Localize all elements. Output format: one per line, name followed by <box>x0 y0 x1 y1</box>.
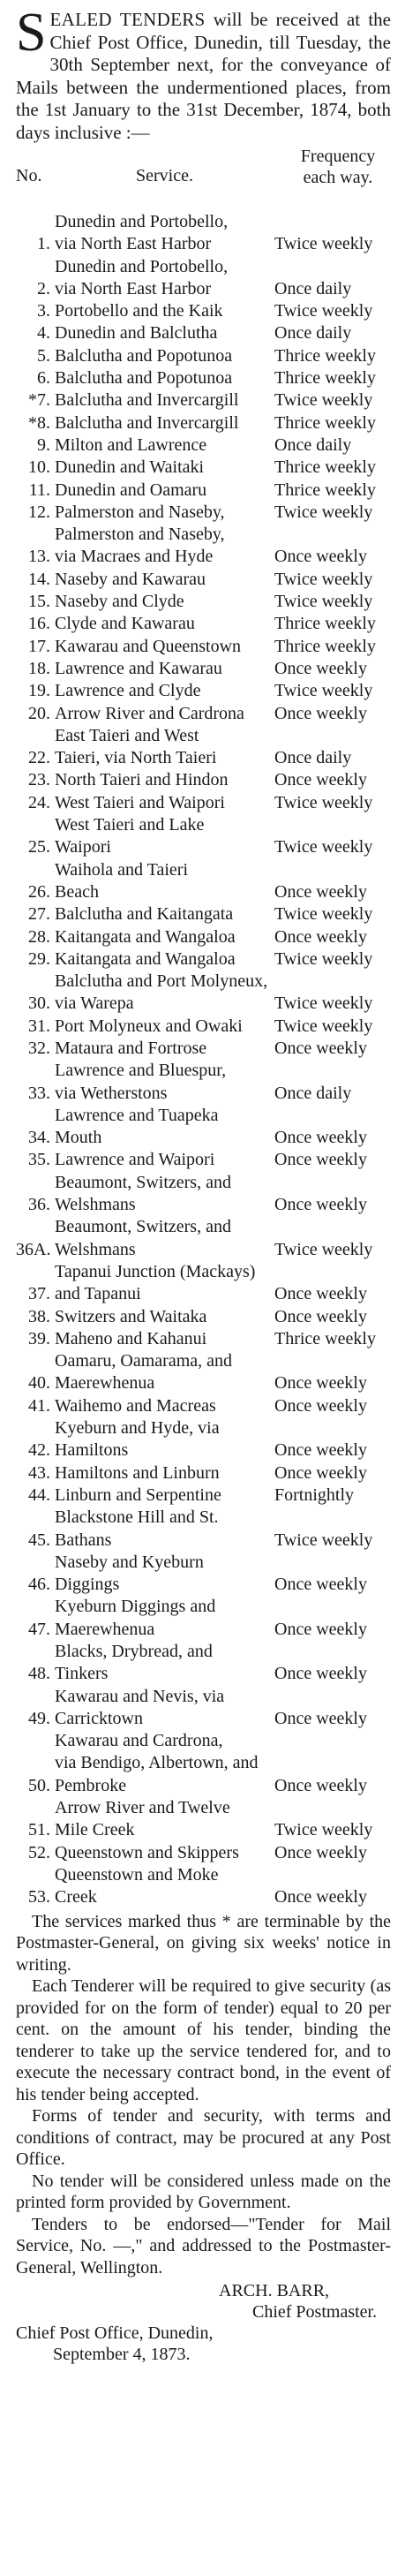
table-row <box>16 636 391 658</box>
service-route: Dunedin and Balclutha <box>55 323 218 344</box>
table-row <box>16 725 391 770</box>
service-route: Kawarau and Queenstown <box>55 636 242 656</box>
service-frequency: Twice weekly <box>274 1820 373 1840</box>
table-row <box>16 502 391 524</box>
service-route: Dunedin and Oamaru <box>55 480 207 500</box>
service-number: 3. <box>37 301 50 321</box>
service-number: 34. <box>28 1128 50 1148</box>
note-forms: Forms of tender and security, with terms and conditions of contract, may be procured at any Post Office. <box>16 2106 391 2170</box>
table-row <box>16 591 391 613</box>
table-row <box>16 1328 391 1350</box>
table-row <box>16 1306 391 1328</box>
service-number: 31. <box>28 1016 50 1036</box>
service-frequency: Once weekly <box>274 1619 367 1639</box>
service-route: Naseby and Kawarau <box>55 569 206 589</box>
service-frequency: Twice weekly <box>274 390 373 411</box>
service-number: 22. <box>28 748 50 768</box>
table-row <box>16 1484 391 1507</box>
service-frequency: Once weekly <box>274 1887 367 1907</box>
service-frequency: Once weekly <box>274 1775 367 1795</box>
service-frequency: Thrice weekly <box>274 636 376 656</box>
service-frequency: Once weekly <box>274 1195 367 1215</box>
table-row <box>16 680 391 702</box>
service-number: 41. <box>28 1395 50 1416</box>
column-header-service: Service. <box>136 166 193 185</box>
service-number: 10. <box>28 457 50 478</box>
table-row <box>16 1842 391 1864</box>
service-route: Waihola and Taieri Beach <box>55 859 189 902</box>
service-number: 53. <box>28 1887 50 1907</box>
service-frequency: Once weekly <box>274 547 367 567</box>
notice-heading: EALED TENDERS <box>49 9 206 30</box>
service-route: Arrow River and Twelve Mile Creek <box>55 1798 230 1840</box>
service-number: 51. <box>28 1820 50 1840</box>
service-route: Kaitangata and Wangaloa <box>55 926 236 947</box>
service-route: Maheno and Kahanui <box>55 1328 207 1348</box>
service-frequency: Twice weekly <box>274 993 373 1014</box>
service-frequency: Twice weekly <box>274 592 373 612</box>
service-number: 47. <box>28 1619 50 1639</box>
table-row <box>16 1395 391 1417</box>
service-route: Dunedin and Waitaki <box>55 457 205 478</box>
table-row <box>16 457 391 479</box>
service-number: 13. <box>28 547 50 567</box>
table-row <box>16 903 391 925</box>
table-row <box>16 322 391 344</box>
service-route: Clyde and Kawarau <box>55 614 195 634</box>
table-row <box>16 769 391 791</box>
service-route: Palmerston and Naseby, <box>55 502 225 522</box>
service-frequency: Thrice weekly <box>274 412 376 433</box>
table-row <box>16 480 391 502</box>
service-route: Kyeburn and Hyde, via Hamiltons <box>55 1418 220 1461</box>
service-number: 42. <box>28 1440 50 1461</box>
service-frequency: Once weekly <box>274 1440 367 1461</box>
note-endorsement: Tenders to be endorsed—"Tender for Mail Service, No. —," and addressed to the Postmaster-General, Wellington. <box>16 2214 391 2278</box>
service-frequency: Twice weekly <box>274 502 373 522</box>
service-route: Queenstown and Skippers <box>55 1842 239 1862</box>
service-route: Lawrence and Waipori <box>55 1150 215 1170</box>
service-route: East Taieri and West Taieri, via North Taieri <box>55 725 217 768</box>
service-frequency: Thrice weekly <box>274 614 376 634</box>
service-number: 11. <box>28 480 50 500</box>
service-route: Waihemo and Macreas <box>55 1395 216 1416</box>
table-row <box>16 412 391 434</box>
table-row <box>16 300 391 322</box>
signature-place: Chief Post Office, Dunedin, <box>16 2323 214 2344</box>
service-route: Beaumont, Switzers, and Welshmans <box>55 1217 231 1259</box>
service-frequency: Twice weekly <box>274 837 373 857</box>
service-number: 39. <box>28 1328 50 1348</box>
service-number: 30. <box>28 993 50 1014</box>
service-route: Queenstown and Moke Creek <box>55 1864 219 1907</box>
service-number: 25. <box>28 837 50 857</box>
note-security: Each Tenderer will be required to give security (as provided for on the form of tender) equal to 20 per cent. on the amount of his tender, binding the tenderer to take up the service tendered for, and to execute the necessary contract bond, in the event of his tender being accepted. <box>16 1976 391 2104</box>
service-frequency: Thrice weekly <box>274 457 376 478</box>
signatory-name: ARCH. BARR, <box>219 2281 330 2301</box>
notice-intro <box>16 3 391 144</box>
service-number: 27. <box>28 904 50 925</box>
service-number: 24. <box>28 792 50 812</box>
note-printed-form: No tender will be considered unless made on the printed form provided by Government. <box>16 2171 391 2213</box>
service-frequency: Twice weekly <box>274 1239 373 1259</box>
service-number: 32. <box>28 1038 50 1058</box>
table-row <box>16 1462 391 1484</box>
service-frequency: Twice weekly <box>274 948 373 969</box>
service-route: Port Molyneux and Owaki <box>55 1016 243 1036</box>
table-row <box>16 1038 391 1060</box>
table-row <box>16 1016 391 1038</box>
table-row <box>16 345 391 367</box>
service-frequency: Once weekly <box>274 1575 367 1595</box>
table-row <box>16 703 391 725</box>
service-route: Hamiltons and Linburn <box>55 1462 220 1483</box>
service-route: Milton and Lawrence <box>55 434 207 455</box>
service-number: 35. <box>28 1150 50 1170</box>
service-frequency: Once weekly <box>274 1038 367 1058</box>
service-frequency: Once daily <box>274 748 352 768</box>
table-row <box>16 569 391 591</box>
table-row <box>16 1507 391 1552</box>
signature-block <box>16 2280 391 2365</box>
service-frequency: Thrice weekly <box>274 480 376 500</box>
service-route: Mataura and Fortrose <box>55 1038 207 1058</box>
service-frequency: Once weekly <box>274 926 367 947</box>
service-number: 48. <box>28 1664 50 1684</box>
service-number: 5. <box>37 345 50 366</box>
notice-intro-text: will be received at the Chief Post Office, Dunedin, till Tuesday, the 30th September next, for the conveyance of Mails between the undermentioned places, from the 1st January to the 31st December, 1874, both days inclusive :— <box>16 9 391 143</box>
service-number: 37. <box>28 1284 50 1304</box>
table-header <box>16 146 391 211</box>
service-route: Kawarau and Cardrona, via Bendigo, Albertown, and Pembroke <box>55 1731 259 1795</box>
column-header-frequency: Frequency each way. <box>300 147 376 187</box>
service-route: Lawrence and Kawarau <box>55 658 222 678</box>
service-route: Beaumont, Switzers, and Welshmans <box>55 1172 231 1215</box>
service-frequency: Once weekly <box>274 1306 367 1326</box>
service-route: Portobello and the Kaik <box>55 301 223 321</box>
table-row <box>16 1417 391 1462</box>
service-frequency: Twice weekly <box>274 681 373 701</box>
service-number: 20. <box>28 703 50 723</box>
service-number: 1. <box>37 234 50 254</box>
service-route: North Taieri and Hindon <box>55 770 229 790</box>
service-number: 36. <box>28 1195 50 1215</box>
signature-date: September 4, 1873. <box>53 2345 191 2365</box>
service-frequency: Twice weekly <box>274 301 373 321</box>
service-route: Balclutha and Invercargill <box>55 412 239 433</box>
service-number: 6. <box>37 368 50 389</box>
service-route: Palmerston and Naseby, via Macraes and Hyde <box>55 525 225 567</box>
service-number: 46. <box>28 1575 50 1595</box>
service-number: 40. <box>28 1373 50 1394</box>
service-frequency: Twice weekly <box>274 1016 373 1036</box>
service-number: 52. <box>28 1842 50 1862</box>
service-frequency: Once weekly <box>274 1284 367 1304</box>
service-number: *8. <box>28 412 50 433</box>
service-frequency: Once daily <box>274 323 352 344</box>
service-frequency: Once daily <box>274 1083 352 1103</box>
service-number: 44. <box>28 1484 50 1505</box>
service-number: 4. <box>37 323 50 344</box>
service-frequency: Once weekly <box>274 1842 367 1862</box>
service-number: 19. <box>28 681 50 701</box>
service-route: Tapanui Junction (Mackays) and Tapanui <box>55 1261 256 1304</box>
table-row <box>16 1686 391 1731</box>
service-number: 18. <box>28 658 50 678</box>
table-row <box>16 926 391 948</box>
service-frequency: Once weekly <box>274 703 367 723</box>
service-frequency: Twice weekly <box>274 1530 373 1550</box>
drop-cap: S <box>16 3 47 63</box>
table-row <box>16 1552 391 1597</box>
service-frequency: Once weekly <box>274 1395 367 1416</box>
table-row <box>16 1730 391 1797</box>
table-row <box>16 524 391 569</box>
table-row <box>16 1060 391 1105</box>
table-row <box>16 658 391 680</box>
service-frequency: Once weekly <box>274 1373 367 1394</box>
service-route: Balclutha and Invercargill <box>55 390 239 411</box>
services-table <box>16 211 391 1909</box>
service-frequency: Once daily <box>274 278 352 298</box>
table-row <box>16 948 391 971</box>
service-frequency: Once weekly <box>274 1150 367 1170</box>
table-row <box>16 859 391 904</box>
service-frequency: Thrice weekly <box>274 345 376 366</box>
service-route: Dunedin and Portobello, via North East Harbor <box>55 256 229 298</box>
service-frequency: Once daily <box>274 434 352 455</box>
service-number: 49. <box>28 1708 50 1728</box>
table-row <box>16 613 391 635</box>
service-frequency: Once weekly <box>274 1664 367 1684</box>
service-route: Lawrence and Tuapeka Mouth <box>55 1105 219 1148</box>
note-terminable: The services marked thus * are terminable by the Postmaster-General, on giving six weeks' notice in writing. <box>16 1911 391 1975</box>
service-frequency: Once weekly <box>274 1462 367 1483</box>
table-row <box>16 1105 391 1150</box>
service-frequency: Thrice weekly <box>274 368 376 389</box>
service-number: 43. <box>28 1462 50 1483</box>
table-row <box>16 1864 391 1909</box>
table-row <box>16 1261 391 1306</box>
service-number: 9. <box>37 434 50 455</box>
service-route: Balclutha and Port Molyneux, via Warepa <box>55 971 268 1014</box>
table-row <box>16 1350 391 1395</box>
table-row <box>16 211 391 256</box>
table-row <box>16 367 391 389</box>
service-route: Kyeburn Diggings and Maerewhenua <box>55 1597 216 1639</box>
service-number: 45. <box>28 1530 50 1550</box>
service-frequency: Fortnightly <box>274 1484 355 1505</box>
service-route: Blacks, Drybread, and Tinkers <box>55 1642 213 1684</box>
notes-section <box>16 1911 391 2279</box>
service-number: 2. <box>37 278 50 298</box>
table-row <box>16 256 391 301</box>
table-row <box>16 389 391 412</box>
service-route: Kaitangata and Wangaloa <box>55 948 236 969</box>
table-row <box>16 1172 391 1217</box>
column-header-no: No. <box>16 166 42 185</box>
table-row <box>16 1216 391 1261</box>
service-route: Blackstone Hill and St. Bathans <box>55 1507 219 1550</box>
service-route: West Taieri and Lake Waipori <box>55 815 205 857</box>
service-number: 29. <box>28 948 50 969</box>
service-route: Naseby and Clyde <box>55 592 184 612</box>
service-frequency: Twice weekly <box>274 904 373 925</box>
service-number: 15. <box>28 592 50 612</box>
service-route: Lawrence and Clyde <box>55 681 201 701</box>
service-route: Arrow River and Cardrona <box>55 703 244 723</box>
signatory-title: Chief Postmaster. <box>252 2302 378 2323</box>
service-number: 16. <box>28 614 50 634</box>
service-route: Dunedin and Portobello, via North East Harbor <box>55 212 229 254</box>
service-route: Lawrence and Bluespur, via Wetherstons <box>55 1061 227 1103</box>
table-row <box>16 1797 391 1842</box>
service-number: 28. <box>28 926 50 947</box>
table-row <box>16 971 391 1016</box>
service-route: West Taieri and Waipori <box>55 792 225 812</box>
service-frequency: Once weekly <box>274 1708 367 1728</box>
service-frequency: Once weekly <box>274 658 367 678</box>
service-frequency: Twice weekly <box>274 569 373 589</box>
table-row <box>16 1641 391 1686</box>
service-number: 36A. <box>16 1239 51 1259</box>
service-number: 23. <box>28 770 50 790</box>
service-number: 26. <box>28 881 50 902</box>
service-route: Balclutha and Kaitangata <box>55 904 234 925</box>
service-number: 50. <box>28 1775 50 1795</box>
service-frequency: Once weekly <box>274 1128 367 1148</box>
service-route: Switzers and Waitaka <box>55 1306 207 1326</box>
table-row <box>16 814 391 859</box>
service-route: Oamaru, Oamarama, and Maerewhenua <box>55 1351 233 1394</box>
service-frequency: Once weekly <box>274 770 367 790</box>
service-route: Balclutha and Popotunoa <box>55 345 233 366</box>
service-frequency: Once weekly <box>274 881 367 902</box>
table-row <box>16 1596 391 1641</box>
service-frequency: Thrice weekly <box>274 1328 376 1348</box>
service-number: 14. <box>28 569 50 589</box>
service-route: Naseby and Kyeburn Diggings <box>55 1552 204 1595</box>
service-route: Kawarau and Nevis, via Carricktown <box>55 1686 225 1728</box>
service-route: Balclutha and Popotunoa <box>55 368 233 389</box>
table-row <box>16 434 391 457</box>
table-row <box>16 1149 391 1171</box>
service-number: 17. <box>28 636 50 656</box>
service-number: 38. <box>28 1306 50 1326</box>
table-row <box>16 792 391 814</box>
service-number: *7. <box>28 390 50 411</box>
service-frequency: Twice weekly <box>274 792 373 812</box>
service-frequency: Twice weekly <box>274 234 373 254</box>
service-number: 33. <box>28 1083 50 1103</box>
service-route: Linburn and Serpentine <box>55 1484 221 1505</box>
service-number: 12. <box>28 502 50 522</box>
